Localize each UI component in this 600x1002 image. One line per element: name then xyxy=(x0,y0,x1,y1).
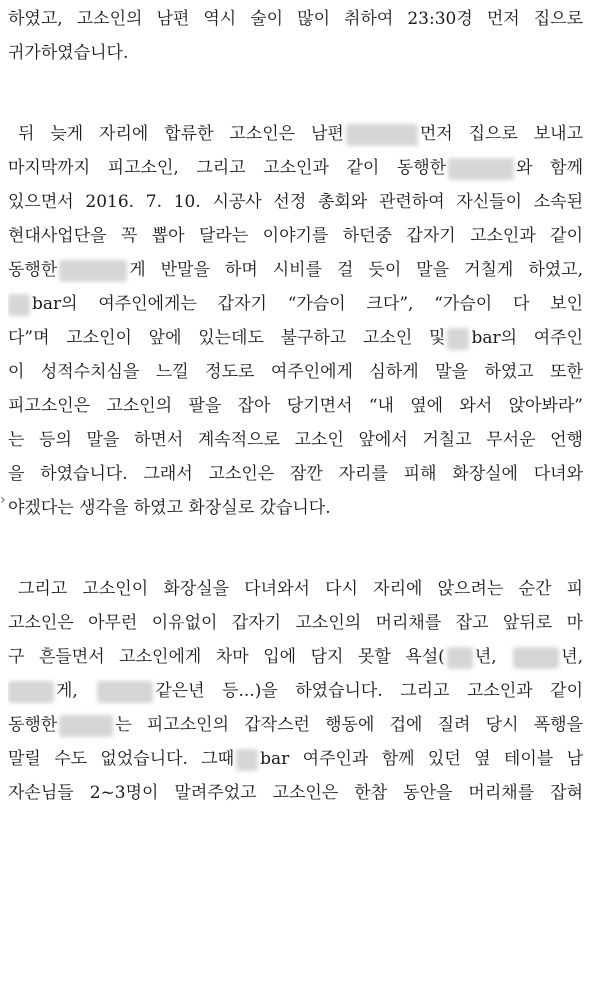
margin-marker-icon: › xyxy=(0,492,6,508)
text-line xyxy=(8,674,583,708)
text-line: 야겠다는 생각을 하였고 화장실로 갔습니다. xyxy=(8,498,331,518)
text-line xyxy=(8,253,583,287)
text-line xyxy=(8,708,583,742)
redaction-blur xyxy=(447,328,469,350)
text-segment: 동행한 xyxy=(8,260,58,280)
redaction-blur xyxy=(8,681,54,703)
text-segment: 다”며 고소인이 앞에 있는데도 불구하고 고소인 및 xyxy=(8,328,446,348)
text-segment: 년, xyxy=(561,647,583,667)
text-line xyxy=(8,742,583,776)
redaction-blur xyxy=(346,124,418,146)
text-segment: bar의 여주인 xyxy=(471,328,583,348)
text-line xyxy=(8,151,583,185)
redaction-blur xyxy=(8,294,30,316)
text-segment: 구 흔들면서 고소인에게 차마 입에 담지 못할 욕설( xyxy=(8,647,445,667)
text-line xyxy=(8,287,583,321)
text-line: 고소인은 아무런 이유없이 갑자기 고소인의 머리채를 잡고 앞뒤로 마 xyxy=(8,613,583,633)
redaction-blur xyxy=(447,647,473,669)
text-segment: bar 여주인과 함께 있던 옆 테이블 남 xyxy=(260,749,583,769)
text-line: 현대사업단을 꼭 뽑아 달라는 이야기를 하던중 갑자기 고소인과 같이 xyxy=(8,226,583,246)
text-segment: 같은년 등...)을 하였습니다. 그리고 고소인과 같이 xyxy=(155,681,583,701)
text-segment: 게 반말을 하며 시비를 걸 듯이 말을 거칠게 하였고, xyxy=(129,260,583,280)
text-segment: 마지막까지 피고소인, 그리고 고소인과 같이 동행한 xyxy=(8,158,447,178)
text-line: 그리고 고소인이 화장실을 다녀와서 다시 자리에 앉으려는 순간 피 xyxy=(18,579,583,599)
text-segment: bar의 여주인에게는 갑자기 “가슴이 크다”, “가슴이 다 보인 xyxy=(32,294,583,314)
redaction-blur xyxy=(513,647,559,669)
text-segment: 와 함께 xyxy=(516,158,583,178)
redaction-blur xyxy=(59,715,113,737)
text-segment: 년, xyxy=(474,647,497,667)
text-line: 자손님들 2~3명이 말려주었고 고소인은 한참 동안을 머리채를 잡혀 xyxy=(8,783,583,803)
text-segment: 동행한 xyxy=(8,715,58,735)
text-line: 는 등의 말을 하면서 계속적으로 고소인 앞에서 거칠고 무서운 언행 xyxy=(8,430,583,450)
text-segment: 는 피고소인의 갑작스런 행동에 겁에 질려 당시 폭행을 xyxy=(115,715,583,735)
text-line xyxy=(8,640,583,674)
text-line: 피고소인은 고소인의 팔을 잡아 당기면서 “내 옆에 와서 앉아봐라” xyxy=(8,396,583,416)
text-segment: 말릴 수도 없었습니다. 그때 xyxy=(8,749,235,769)
redaction-blur xyxy=(59,260,127,282)
redaction-blur xyxy=(448,158,514,180)
text-line: 귀가하였습니다. xyxy=(8,43,129,63)
text-line: 하였고, 고소인의 남편 역시 술이 많이 취하여 23:30경 먼저 집으로 xyxy=(8,9,583,29)
text-segment: 뒤 늦게 자리에 합류한 고소인은 남편 xyxy=(18,124,344,144)
redaction-blur xyxy=(236,749,258,771)
redaction-blur xyxy=(97,681,153,703)
text-segment: 게, xyxy=(56,681,78,701)
text-line xyxy=(8,321,583,355)
text-line: 을 하였습니다. 그래서 고소인은 잠깐 자리를 피해 화장실에 다녀와 xyxy=(8,464,583,484)
text-line xyxy=(8,117,583,151)
text-line: 이 성적수치심을 느낄 정도로 여주인에게 심하게 말을 하였고 또한 xyxy=(8,362,583,382)
text-segment: 먼저 집으로 보내고 xyxy=(419,124,583,144)
text-line: 있으면서 2016. 7. 10. 시공사 선정 총회와 관련하여 자신들이 소속된 xyxy=(8,192,583,212)
